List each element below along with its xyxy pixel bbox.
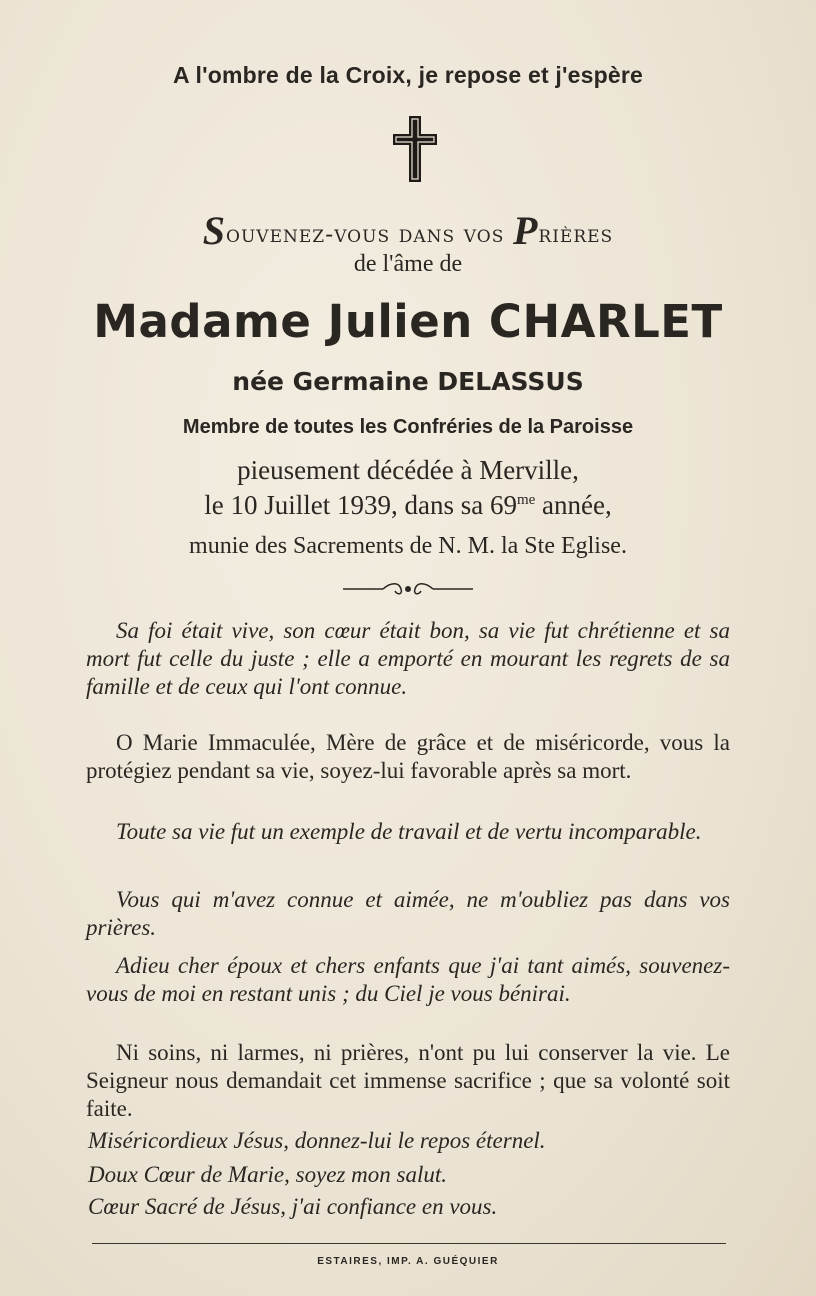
invocation-line: Doux Cœur de Marie, soyez mon salut.	[88, 1162, 448, 1187]
bottom-rule	[92, 1243, 726, 1244]
cross-icon	[391, 114, 439, 184]
of-soul-line: de l'âme de	[353, 251, 463, 277]
paragraph-remember-me: Vous qui m'avez connue et aimée, ne m'oubliez pas dans vos prières.	[86, 887, 730, 940]
death-date-text: le 10 Juillet 1939, dans sa 69	[204, 490, 517, 520]
invocation-line: Cœur Sacré de Jésus, j'ai confiance en vous.	[88, 1194, 498, 1219]
paragraph-sacrifice: Ni soins, ni larmes, ni prières, n'ont pu lui conserver la vie. Le Seigneur nous demandait cet immense sacrifice ; que sa volonté soit faite.	[86, 1040, 730, 1121]
invocation-line: Miséricordieux Jésus, donnez-lui le repos éternel.	[88, 1128, 546, 1153]
sacraments-line: munie des Sacrements de N. M. la Ste Eglise.	[189, 533, 627, 559]
divider-ornament-icon	[343, 580, 473, 598]
death-date-line	[0, 490, 816, 521]
ornate-initial-s: S	[202, 208, 227, 253]
death-year-suffix: année,	[535, 490, 612, 520]
remember-heading	[0, 205, 816, 252]
paragraph-example: Toute sa vie fut un exemple de travail et de vertu incomparable.	[116, 819, 702, 844]
maiden-name: née Germaine DELASSUS	[232, 367, 584, 396]
deceased-name: Madame Julien CHARLET	[93, 295, 723, 348]
paragraph-farewell: Adieu cher époux et chers enfants que j'ai tant aimés, souvenez-vous de moi en restant unis ; du Ciel je vous bénirai.	[86, 953, 730, 1006]
remember-text-2: rières	[538, 220, 614, 248]
printer-imprint: ESTAIRES, IMP. A. GUÉQUIER	[317, 1256, 499, 1267]
header-motto: A l'ombre de la Croix, je repose et j'espère	[172, 62, 644, 88]
paragraph-faith: Sa foi était vive, son cœur était bon, sa vie fut chrétienne et sa mort fut celle du juste ; elle a emporté en mourant les regrets de sa famille et de ceux qui l'ont connue.	[86, 618, 730, 699]
remember-text-1: ouvenez-vous dans vos	[226, 220, 513, 248]
membership-line: Membre de toutes les Confréries de la Paroisse	[182, 416, 634, 438]
death-place-line: pieusement décédée à Merville,	[237, 455, 579, 485]
ornate-initial-p: P	[512, 208, 539, 253]
paragraph-prayer-mary: O Marie Immaculée, Mère de grâce et de miséricorde, vous la protégiez pendant sa vie, soyez-lui favorable après sa mort.	[86, 730, 730, 783]
ordinal-suffix: me	[516, 492, 536, 508]
